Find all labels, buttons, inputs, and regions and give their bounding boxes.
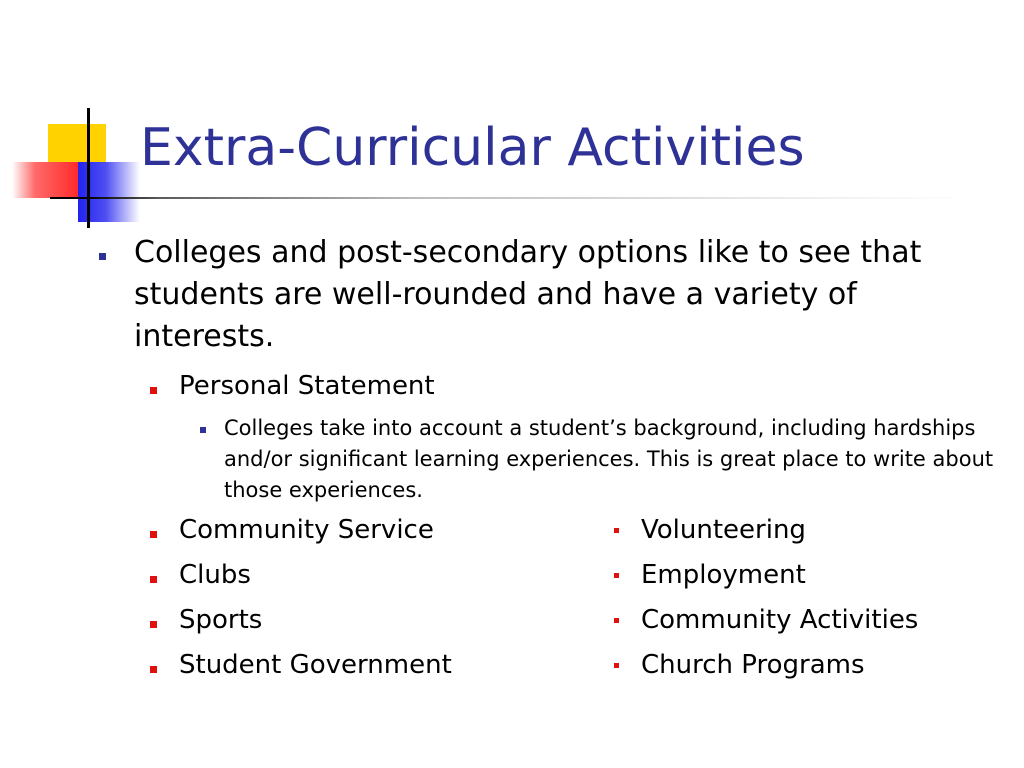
square-bullet-icon [614, 663, 619, 668]
decorative-red-bar [12, 162, 78, 198]
square-bullet-icon [614, 618, 619, 623]
square-bullet-icon [150, 621, 157, 628]
right-list-text: Volunteering [641, 515, 806, 545]
decorative-vertical-line [87, 108, 90, 228]
left-list-text: Community Service [179, 515, 434, 545]
left-list-text: Sports [179, 605, 263, 635]
square-bullet-icon [200, 427, 206, 433]
personal-statement-label: Personal Statement [179, 371, 435, 401]
personal-statement-detail: Colleges take into account a student’s background, including hardships and/or significant learning experiences. This is great place to write about those experiences. [224, 416, 994, 502]
title-underline [50, 197, 970, 199]
square-bullet-icon [150, 531, 157, 538]
right-list-text: Employment [641, 560, 806, 590]
square-bullet-icon [150, 666, 157, 673]
left-list-text: Student Government [179, 650, 452, 680]
square-bullet-icon [150, 576, 157, 583]
square-bullet-icon [614, 528, 619, 533]
left-list-text: Clubs [179, 560, 251, 590]
slide-title: Extra-Curricular Activities [140, 118, 805, 178]
main-bullet-text: Colleges and post-secondary options like to see that students are well-rounded and have a variety of interests. [134, 235, 922, 354]
right-list-text: Church Programs [641, 650, 865, 680]
square-bullet-icon [614, 573, 619, 578]
right-list-text: Community Activities [641, 605, 919, 635]
square-bullet-icon [150, 387, 157, 394]
square-bullet-icon [99, 253, 106, 260]
